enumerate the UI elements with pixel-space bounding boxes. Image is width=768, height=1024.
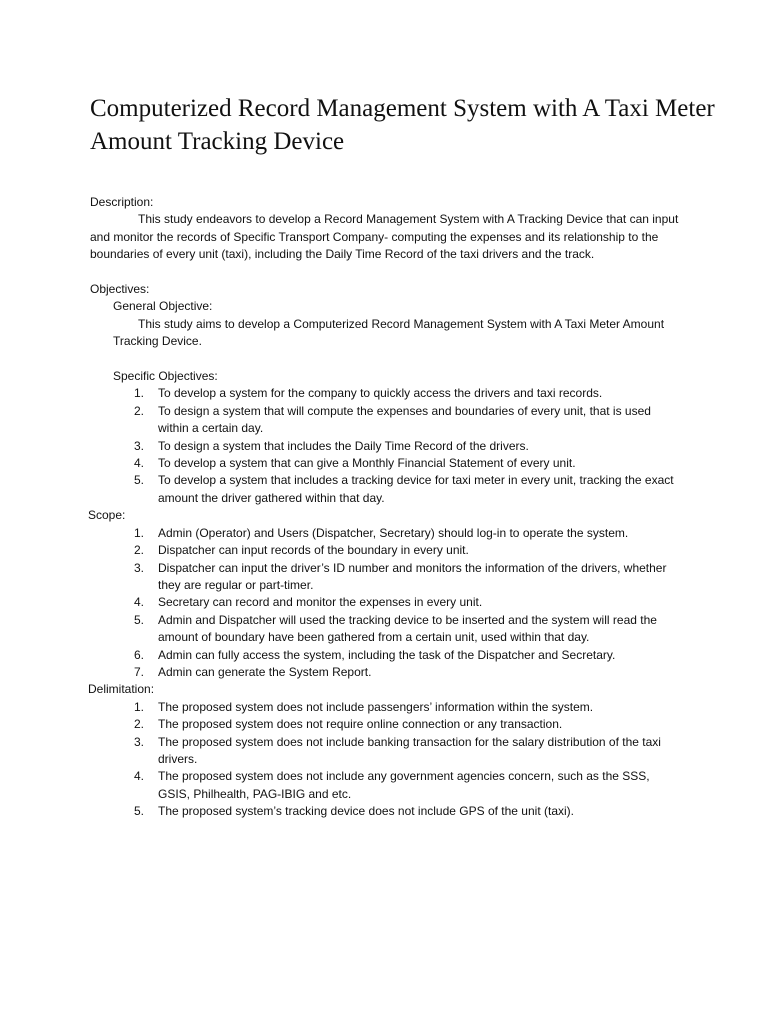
scope-heading: Scope: <box>88 508 126 523</box>
list-item <box>90 612 683 647</box>
list-item <box>90 734 683 769</box>
general-objective-text: This study aims to develop a Computerized Record Management System with A Taxi Meter Amount Tracking Device. <box>113 316 665 349</box>
list-item-text: To design a system that will compute the expenses and boundaries of every unit, that is used within a certain day. <box>158 403 651 436</box>
list-number: 2. <box>134 403 145 418</box>
list-item <box>90 472 683 507</box>
list-item-text: To develop a system for the company to quickly access the drivers and taxi records. <box>158 386 603 401</box>
list-item-text: Admin can generate the System Report. <box>158 664 372 679</box>
list-number: 4. <box>134 769 145 784</box>
general-objective-heading: General Objective: <box>113 299 213 314</box>
spacer <box>90 351 690 368</box>
list-number: 1. <box>134 386 145 401</box>
list-number: 1. <box>134 699 145 714</box>
list-item-text: The proposed system does not include passengers’ information within the system. <box>158 699 594 714</box>
list-number: 3. <box>134 734 145 749</box>
description-text: This study endeavors to develop a Record Management System with A Tracking Device that can input and monitor the records of Specific Transport Company- computing the expenses and its relationship to the boundaries of every unit (taxi), including the Daily Time Record of the taxi drivers and the track. <box>90 212 679 262</box>
objectives-heading: Objectives: <box>90 282 150 297</box>
list-item-text: Dispatcher can input records of the boundary in every unit. <box>158 543 469 558</box>
list-number: 3. <box>134 438 145 453</box>
list-item-text: Admin can fully access the system, including the task of the Dispatcher and Secretary. <box>158 647 616 662</box>
list-item <box>90 385 683 402</box>
list-number: 3. <box>134 560 145 575</box>
list-item <box>90 803 683 820</box>
list-number: 7. <box>134 664 145 679</box>
list-item <box>90 542 683 559</box>
list-number: 4. <box>134 595 145 610</box>
list-item-text: The proposed system’s tracking device does not include GPS of the unit (taxi). <box>158 804 574 819</box>
list-number: 2. <box>134 717 145 732</box>
spacer <box>90 264 690 281</box>
list-number: 5. <box>134 612 145 627</box>
list-item <box>90 455 683 472</box>
list-item <box>90 403 683 438</box>
list-item <box>90 699 683 716</box>
specific-objectives-list <box>90 385 690 507</box>
list-item-text: To develop a system that includes a tracking device for taxi meter in every unit, tracking the exact amount the driver gathered within that day. <box>158 473 674 505</box>
document-body <box>90 194 690 821</box>
list-item-text: The proposed system does not require online connection or any transaction. <box>158 717 563 732</box>
list-number: 2. <box>134 543 145 558</box>
list-item-text: Secretary can record and monitor the expenses in every unit. <box>158 595 483 610</box>
list-item-text: Admin (Operator) and Users (Dispatcher, Secretary) should log-in to operate the system. <box>158 525 629 540</box>
list-item-text: To develop a system that can give a Monthly Financial Statement of every unit. <box>158 456 576 471</box>
list-item <box>90 438 683 455</box>
list-item <box>90 647 683 664</box>
list-item <box>90 525 683 542</box>
list-item <box>90 768 683 803</box>
list-number: 1. <box>134 525 145 540</box>
list-number: 5. <box>134 804 145 819</box>
description-heading: Description: <box>90 195 154 209</box>
delimitation-heading: Delimitation: <box>88 682 155 697</box>
list-item-text: To design a system that includes the Daily Time Record of the drivers. <box>158 438 529 453</box>
list-item <box>90 594 683 611</box>
list-number: 6. <box>134 647 145 662</box>
scope-list <box>90 525 690 682</box>
list-item <box>90 716 683 733</box>
list-item-text: Admin and Dispatcher will used the tracking device to be inserted and the system will read the amount of boundary have been gathered from a certain unit, used within that day. <box>158 612 657 645</box>
list-item <box>90 560 683 595</box>
list-item <box>90 664 683 681</box>
delimitation-list <box>90 699 690 821</box>
list-item-text: Dispatcher can input the driver’s ID number and monitors the information of the drivers, whether they are regular or part-timer. <box>158 560 667 592</box>
list-item-text: The proposed system does not include banking transaction for the salary distribution of the taxi drivers. <box>158 734 661 766</box>
list-number: 4. <box>134 456 145 471</box>
list-number: 5. <box>134 473 145 488</box>
document-title: Computerized Record Management System with A Taxi Meter Amount Tracking Device <box>90 95 715 155</box>
specific-objectives-heading: Specific Objectives: <box>113 369 218 384</box>
list-item-text: The proposed system does not include any government agencies concern, such as the SSS, GSIS, Philhealth, PAG-IBIG and etc. <box>158 769 650 801</box>
general-objective-text-wrap <box>90 316 678 351</box>
